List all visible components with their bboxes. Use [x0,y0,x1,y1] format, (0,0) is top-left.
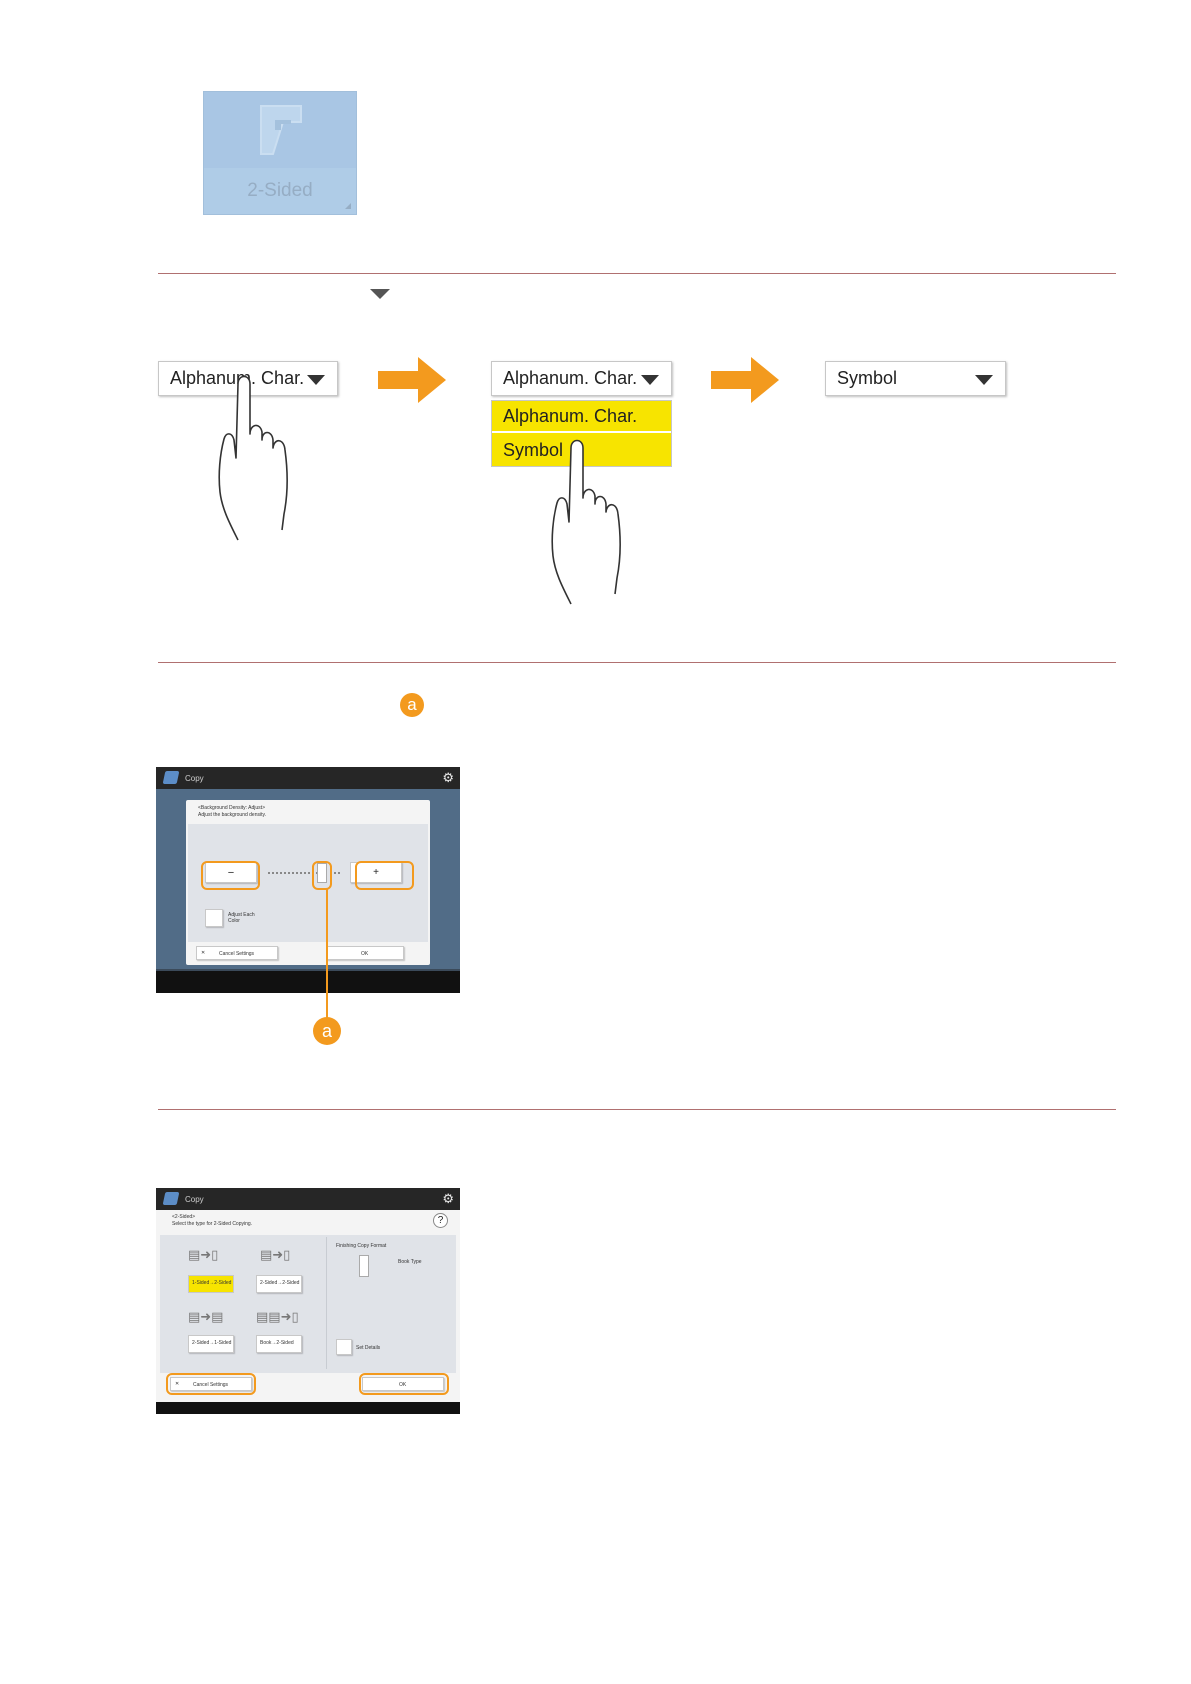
background-density-screen [156,767,460,993]
two-sided-icon-area [204,92,356,168]
dialog-body [160,1235,456,1373]
close-icon: ✕ [175,1381,180,1387]
dialog-subtitle: Select the type for 2-Sided Copying. [172,1221,253,1227]
ok-button[interactable] [326,946,404,960]
hand-pointer-icon [543,438,633,608]
screen-app-title: Copy [185,1194,204,1204]
two-sided-screen [156,1188,460,1414]
divider-1 [158,273,1116,274]
screen-bottom-bar [156,1402,460,1414]
chevron-down-icon [641,375,659,385]
ok-label: OK [361,951,369,957]
finishing-format-label: Finishing Copy Format [336,1243,387,1249]
dropdown-after[interactable] [825,361,1006,396]
option-1-to-2-sided[interactable] [188,1275,234,1293]
dropdown-option-alphanum[interactable]: Alphanum. Char. [492,402,671,433]
two-sided-label: 2-Sided [247,180,313,201]
dialog-title: <Background Density: Adjust> [198,805,265,811]
highlight-minus [201,861,260,890]
arrow-right-icon-2 [711,357,781,403]
cancel-settings-label: Cancel Settings [219,951,255,957]
dropdown-option-symbol[interactable]: Symbol [503,440,564,460]
dropdown-open-value: Alphanum. Char. [503,368,638,388]
panel-divider [326,1237,327,1369]
chevron-down-icon [975,375,993,385]
help-icon[interactable] [433,1213,448,1228]
arrow-right-icon-1 [378,357,448,403]
book-type-preview-icon [359,1255,369,1277]
two-to-two-sided-icon: ▤➜▯ [260,1247,291,1262]
highlight-slider [312,861,332,890]
ok-label: OK [399,1382,407,1388]
cancel-settings-button[interactable] [196,946,278,960]
two-sided-button-disabled [203,91,357,215]
dropdown-after-value: Symbol [837,368,898,388]
dropdown-triangle-icon [370,289,390,299]
adjust-each-color-button[interactable] [205,909,223,927]
callout-a-marker [313,1017,341,1045]
option-book-to-2-sided[interactable] [256,1335,302,1353]
divider-2 [158,662,1116,663]
gear-icon[interactable]: ⚙ [442,1191,454,1206]
screen-bottom-bar [156,971,460,993]
adjust-each-color-label: Adjust Each Color [228,912,255,924]
option-1-to-2-sided-label: 1-Sided→2-Sided [192,1280,232,1286]
callout-leader-line [326,889,328,1019]
highlight-cancel-settings [166,1373,256,1395]
option-book-to-2-sided-label: Book→2-Sided [260,1340,294,1346]
divider-3 [158,1109,1116,1110]
set-details-button[interactable] [336,1339,352,1355]
one-to-two-sided-icon: ▤➜▯ [188,1247,219,1262]
book-type-label: Book Type [398,1259,422,1265]
chevron-down-icon [307,375,325,385]
two-to-one-sided-icon: ▤➜▤ [188,1309,224,1324]
two-sided-icon [251,100,311,160]
hand-pointer-icon [210,374,300,544]
plus-button[interactable]: + [350,862,402,883]
dialog-title: <2-Sided> [172,1214,196,1220]
dropdown-open[interactable] [491,361,672,396]
screen-title-bar [156,767,460,789]
option-2-to-1-sided-label: 2-Sided→1-Sided [192,1340,232,1346]
screen-app-title: Copy [185,773,204,783]
callout-a-marker-label: a [321,1020,332,1041]
dialog-subtitle: Adjust the background density. [198,812,267,818]
dropdown-before-value: Alphanum. Char. [170,368,305,388]
callout-a-badge [400,693,424,717]
corner-triangle-icon [345,203,351,209]
density-scale-left [268,872,318,874]
highlight-plus [355,861,414,890]
screen-title-bar [156,1188,460,1210]
copy-app-icon [163,771,180,784]
option-2-to-1-sided[interactable] [188,1335,234,1353]
set-details-label: Set Details [356,1345,381,1351]
close-icon: ✕ [201,950,206,956]
copy-app-icon [163,1192,180,1205]
cancel-settings-label: Cancel Settings [193,1382,229,1388]
help-label: ? [437,1215,444,1226]
callout-a-label: a [407,695,417,714]
book-to-two-sided-icon: ▤▤➜▯ [256,1309,299,1324]
option-2-to-2-sided[interactable] [256,1275,302,1293]
option-2-to-2-sided-label: 2-Sided→2-Sided [260,1280,300,1286]
minus-button[interactable]: − [205,862,257,883]
highlight-ok [359,1373,449,1395]
gear-icon[interactable]: ⚙ [442,770,454,785]
